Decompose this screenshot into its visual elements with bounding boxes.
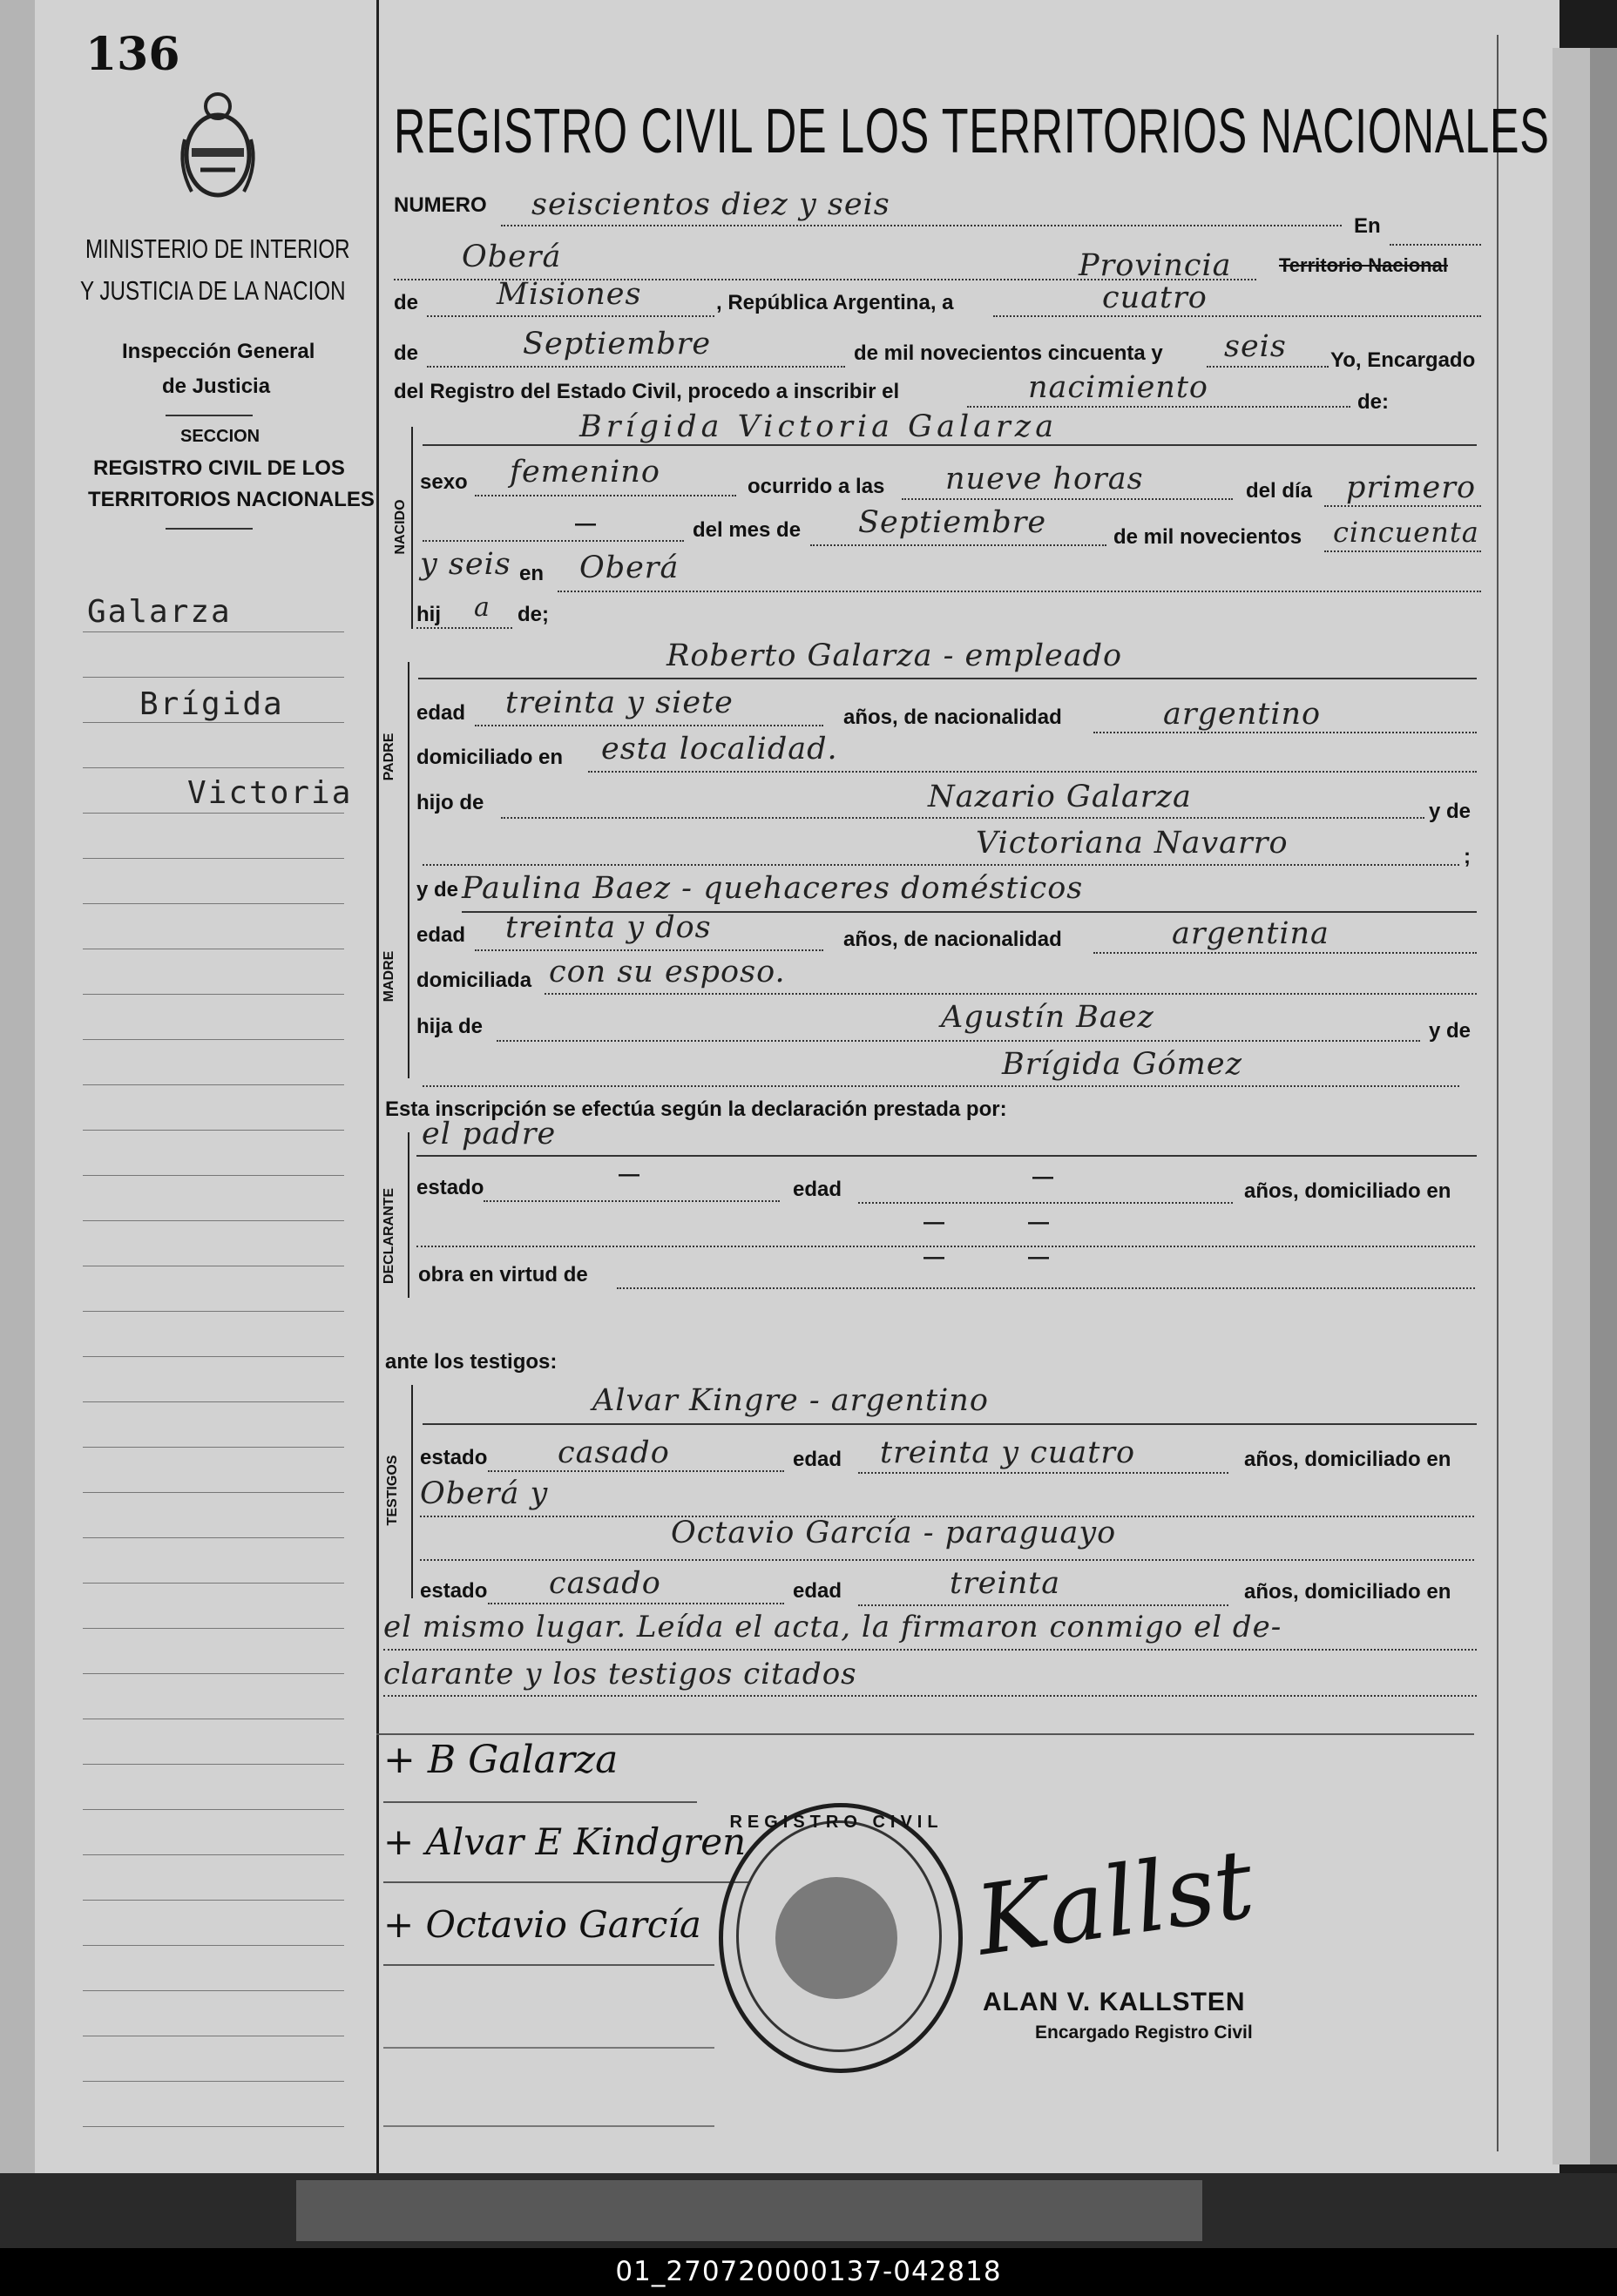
field-line bbox=[501, 225, 1342, 226]
field-line bbox=[497, 1040, 1420, 1042]
field-line bbox=[588, 771, 1477, 773]
margin-rule bbox=[83, 1809, 344, 1810]
dom-label: años, domiciliado en bbox=[1244, 1448, 1451, 1471]
declarante-dash: — bbox=[924, 1211, 944, 1234]
declarante-dash: — bbox=[1028, 1211, 1049, 1234]
testigo-2-name: Octavio García - paraguayo bbox=[671, 1516, 1117, 1550]
field-line bbox=[427, 366, 845, 368]
signature-officer: Kallst bbox=[969, 1827, 1261, 1977]
numero-value: seiscientos diez y seis bbox=[531, 187, 890, 222]
margin-rule bbox=[83, 1130, 344, 1131]
facing-page-shadow bbox=[1590, 48, 1617, 2164]
registro-label: del Registro del Estado Civil, procedo a inscribir el bbox=[394, 380, 900, 403]
month-value: Septiembre bbox=[523, 327, 712, 361]
signature-line bbox=[383, 1881, 749, 1883]
hij-label: hij bbox=[416, 603, 441, 626]
margin-rule bbox=[83, 1447, 344, 1448]
section-line-1: REGISTRO CIVIL DE LOS bbox=[93, 456, 345, 480]
field-line bbox=[810, 544, 1106, 546]
day-value: cuatro bbox=[1102, 280, 1208, 315]
field-line bbox=[545, 993, 1477, 995]
anio-value-b: y seis bbox=[420, 547, 511, 582]
hij-de-label: de; bbox=[518, 603, 549, 626]
dash: — bbox=[575, 512, 596, 536]
margin-rule bbox=[83, 813, 344, 814]
column-border bbox=[376, 0, 379, 2173]
y-de-label: y de bbox=[1429, 800, 1472, 823]
city-value: Oberá bbox=[462, 240, 562, 274]
divider bbox=[166, 528, 253, 530]
nac-label: años, de nacionalidad bbox=[843, 928, 1062, 951]
anio-value-a: cincuenta bbox=[1333, 516, 1479, 549]
signature-witness-2: + Octavio García bbox=[383, 1903, 701, 1946]
field-line bbox=[423, 1423, 1477, 1425]
dia-label: del día bbox=[1246, 479, 1313, 503]
field-line bbox=[418, 678, 1477, 679]
margin-rule bbox=[83, 1900, 344, 1901]
testigos-intro: ante los testigos: bbox=[385, 1350, 558, 1374]
field-line bbox=[383, 1649, 1477, 1651]
margin-rule bbox=[83, 1356, 344, 1357]
margin-rule bbox=[83, 1311, 344, 1312]
testigo-1-estado: casado bbox=[558, 1435, 670, 1470]
testigo-1-edad: treinta y cuatro bbox=[880, 1435, 1136, 1470]
signature-line bbox=[383, 1964, 714, 1966]
de-label: de bbox=[394, 341, 419, 365]
field-line bbox=[416, 627, 512, 629]
margin-rule bbox=[83, 1628, 344, 1629]
dom-label: domiciliada bbox=[416, 969, 532, 992]
margin-rule bbox=[83, 1084, 344, 1085]
estado-label: estado bbox=[420, 1579, 488, 1603]
seal-emblem bbox=[775, 1877, 897, 1999]
register-title: REGISTRO CIVIL DE LOS TERRITORIOS NACIONALES bbox=[394, 97, 1550, 166]
padre-padre: Nazario Galarza bbox=[928, 780, 1192, 814]
field-line bbox=[1324, 550, 1481, 552]
madre-nac: argentina bbox=[1172, 916, 1329, 951]
inspection-line-2: de Justicia bbox=[162, 375, 271, 398]
padre-side-label: PADRE bbox=[382, 733, 396, 781]
edad-label: edad bbox=[793, 1448, 842, 1471]
ocurrido-label: ocurrido a las bbox=[748, 475, 885, 498]
margin-rule bbox=[83, 767, 344, 768]
margin-rule bbox=[83, 1039, 344, 1040]
margin-first-name: Brígida bbox=[139, 686, 284, 722]
officer-title: Encargado Registro Civil bbox=[1035, 2023, 1253, 2043]
republica-label: , República Argentina, a bbox=[716, 291, 954, 314]
field-line bbox=[501, 817, 1424, 819]
madre-edad: treinta y dos bbox=[505, 910, 712, 945]
numero-label: NUMERO bbox=[394, 193, 487, 217]
field-line bbox=[423, 1085, 1459, 1087]
mil-label: de mil novecientos bbox=[1113, 525, 1302, 549]
scan-background bbox=[0, 2173, 1617, 2248]
declarante-dash: — bbox=[924, 1246, 944, 1269]
field-line bbox=[1324, 505, 1481, 507]
mil-label: de mil novecientos cincuenta y bbox=[854, 341, 1163, 365]
field-line bbox=[1390, 244, 1481, 246]
margin-rule bbox=[83, 1220, 344, 1221]
section-bracket bbox=[411, 1385, 413, 1598]
declarante-who: el padre bbox=[422, 1117, 557, 1151]
provincia-value: Provincia bbox=[1079, 248, 1232, 283]
testigos-side-label: TESTIGOS bbox=[385, 1455, 400, 1526]
closing-line-1: el mismo lugar. Leída el acta, la firmaron conmigo el de- bbox=[383, 1610, 1282, 1644]
field-line bbox=[427, 315, 714, 317]
declarante-dash: — bbox=[1032, 1165, 1053, 1189]
officer-name: ALAN V. KALLSTEN bbox=[983, 1988, 1246, 2016]
madre-dom: con su esposo. bbox=[549, 955, 786, 989]
margin-rule bbox=[83, 2126, 344, 2127]
field-line bbox=[488, 1470, 784, 1472]
nac-label: años, de nacionalidad bbox=[843, 706, 1062, 729]
testigo-2-estado: casado bbox=[549, 1566, 661, 1601]
margin-rule bbox=[83, 1401, 344, 1402]
scan-background-patch bbox=[296, 2180, 1202, 2241]
field-line bbox=[423, 444, 1477, 446]
field-line bbox=[1093, 952, 1477, 954]
nacido-name: Brígida Victoria Galarza bbox=[579, 409, 1059, 444]
section-bracket bbox=[408, 1132, 409, 1298]
mes-label: del mes de bbox=[693, 518, 802, 542]
margin-rule bbox=[83, 722, 344, 723]
margin-rule bbox=[83, 1583, 344, 1584]
yde-label: y de bbox=[416, 878, 459, 902]
hija-label: hija de bbox=[416, 1015, 484, 1038]
field-line bbox=[858, 1472, 1228, 1474]
field-line bbox=[1207, 366, 1329, 368]
testigo-1-name: Alvar Kingre - argentino bbox=[592, 1383, 989, 1418]
margin-rule bbox=[83, 994, 344, 995]
dom-label: años, domiciliado en bbox=[1244, 1580, 1451, 1604]
padre-nac: argentino bbox=[1163, 697, 1322, 732]
right-border bbox=[1497, 35, 1499, 2151]
margin-rule bbox=[83, 1764, 344, 1765]
ministry-line-2: Y JUSTICIA DE LA NACION bbox=[80, 275, 346, 306]
margin-rule bbox=[83, 1537, 344, 1538]
en-label: En bbox=[1354, 214, 1381, 238]
estado-label: estado bbox=[416, 1176, 484, 1199]
margin-surname: Galarza bbox=[87, 594, 232, 630]
territorio-label: Territorio Nacional bbox=[1279, 254, 1448, 276]
margin-rule bbox=[83, 2081, 344, 2082]
hijo-label: hijo de bbox=[416, 791, 484, 814]
dom-label: domiciliado en bbox=[416, 746, 564, 769]
act-type-value: nacimiento bbox=[1028, 370, 1208, 405]
field-line bbox=[1093, 732, 1477, 733]
margin-second-name: Victoria bbox=[187, 775, 353, 811]
year-value: seis bbox=[1224, 329, 1287, 364]
hora-value: nueve horas bbox=[945, 462, 1144, 496]
declarante-dash: — bbox=[1028, 1246, 1049, 1269]
field-line bbox=[416, 1246, 1475, 1247]
closing-line-2: clarante y los testigos citados bbox=[383, 1657, 857, 1692]
margin-rule bbox=[83, 1673, 344, 1674]
seal-text: REGISTRO CIVIL bbox=[729, 1813, 944, 1832]
madre-madre: Brígida Gómez bbox=[1002, 1047, 1243, 1082]
image-caption: 01_270720000137-042818 bbox=[0, 2248, 1617, 2296]
province-value: Misiones bbox=[497, 277, 642, 312]
ministry-line-1: MINISTERIO DE INTERIOR bbox=[85, 233, 350, 264]
mes-value: Septiembre bbox=[858, 505, 1047, 540]
section-line-2: TERRITORIOS NACIONALES bbox=[88, 488, 375, 511]
divider bbox=[166, 415, 253, 416]
padre-madre: Victoriana Navarro bbox=[976, 826, 1289, 861]
field-line bbox=[967, 406, 1350, 408]
madre-name: Paulina Baez - quehaceres domésticos bbox=[462, 871, 1084, 906]
official-seal bbox=[719, 1803, 963, 2073]
madre-padre: Agustín Baez bbox=[941, 1000, 1154, 1035]
y-de-label: y de bbox=[1429, 1019, 1472, 1043]
field-line bbox=[475, 725, 823, 726]
declarante-side-label: DECLARANTE bbox=[382, 1187, 396, 1285]
margin-rule bbox=[83, 631, 344, 632]
field-line bbox=[488, 1603, 784, 1604]
semicolon: ; bbox=[1464, 845, 1471, 868]
lugar-value: Oberá bbox=[579, 550, 680, 585]
testigo-2-edad: treinta bbox=[950, 1566, 1061, 1601]
section-bracket bbox=[408, 880, 409, 1078]
edad-label: edad bbox=[793, 1579, 842, 1603]
margin-rule bbox=[83, 858, 344, 859]
de2-label: de: bbox=[1357, 390, 1389, 414]
field-line bbox=[383, 1695, 1477, 1697]
margin-rule bbox=[83, 903, 344, 904]
obra-label: obra en virtud de bbox=[418, 1263, 588, 1286]
inspection-line-1: Inspección General bbox=[122, 340, 315, 363]
testigo-1-dom: Oberá y bbox=[420, 1476, 549, 1511]
coat-of-arms-icon bbox=[174, 87, 261, 200]
binding-edge bbox=[0, 0, 35, 2173]
field-line bbox=[902, 498, 1233, 500]
sexo-value: femenino bbox=[510, 455, 660, 490]
field-line bbox=[376, 1733, 1474, 1735]
field-line bbox=[858, 1604, 1228, 1606]
field-line bbox=[617, 1287, 1475, 1289]
margin-rule bbox=[83, 1175, 344, 1176]
margin-rule bbox=[83, 1492, 344, 1493]
en-label: en bbox=[519, 562, 545, 585]
field-line bbox=[420, 1559, 1474, 1561]
padre-edad: treinta y siete bbox=[505, 685, 734, 720]
margin-rule bbox=[83, 677, 344, 678]
dom-label: años, domiciliado en bbox=[1244, 1179, 1451, 1203]
signature-line bbox=[383, 2047, 714, 2049]
signature-witness-1: + Alvar E Kindgren bbox=[383, 1820, 747, 1863]
margin-rule bbox=[83, 1945, 344, 1946]
page-number: 136 bbox=[85, 28, 180, 81]
de-label: de bbox=[394, 291, 419, 314]
hij-value: a bbox=[474, 592, 491, 623]
padre-name: Roberto Galarza - empleado bbox=[666, 638, 1123, 673]
edad-label: edad bbox=[416, 923, 466, 947]
sexo-label: sexo bbox=[420, 470, 468, 494]
signature-father: + B Galarza bbox=[383, 1738, 619, 1782]
field-line bbox=[484, 1200, 780, 1202]
field-line bbox=[993, 315, 1481, 317]
declarante-dash: — bbox=[619, 1163, 639, 1186]
margin-rule bbox=[83, 1854, 344, 1855]
edad-label: edad bbox=[416, 701, 466, 725]
signature-line bbox=[383, 1801, 697, 1803]
field-line bbox=[858, 1202, 1233, 1204]
field-line bbox=[423, 864, 1459, 866]
signature-line bbox=[383, 2125, 714, 2127]
nacido-side-label: NACIDO bbox=[393, 499, 408, 555]
section-bracket bbox=[411, 427, 413, 629]
field-line bbox=[558, 591, 1481, 592]
estado-label: estado bbox=[420, 1446, 488, 1469]
field-line bbox=[423, 540, 684, 542]
dia-value: primero bbox=[1346, 470, 1477, 505]
field-line bbox=[416, 1155, 1477, 1157]
madre-side-label: MADRE bbox=[382, 950, 396, 1003]
yo-label: Yo, Encargado bbox=[1330, 348, 1476, 372]
section-label: SECCION bbox=[180, 427, 260, 446]
field-line bbox=[475, 949, 823, 951]
field-line bbox=[475, 495, 736, 496]
section-bracket bbox=[408, 662, 409, 895]
edad-label: edad bbox=[793, 1178, 842, 1201]
declaracion-intro: Esta inscripción se efectúa según la declaración prestada por: bbox=[385, 1097, 1007, 1121]
margin-rule bbox=[83, 1990, 344, 1991]
padre-dom: esta localidad. bbox=[601, 732, 838, 766]
